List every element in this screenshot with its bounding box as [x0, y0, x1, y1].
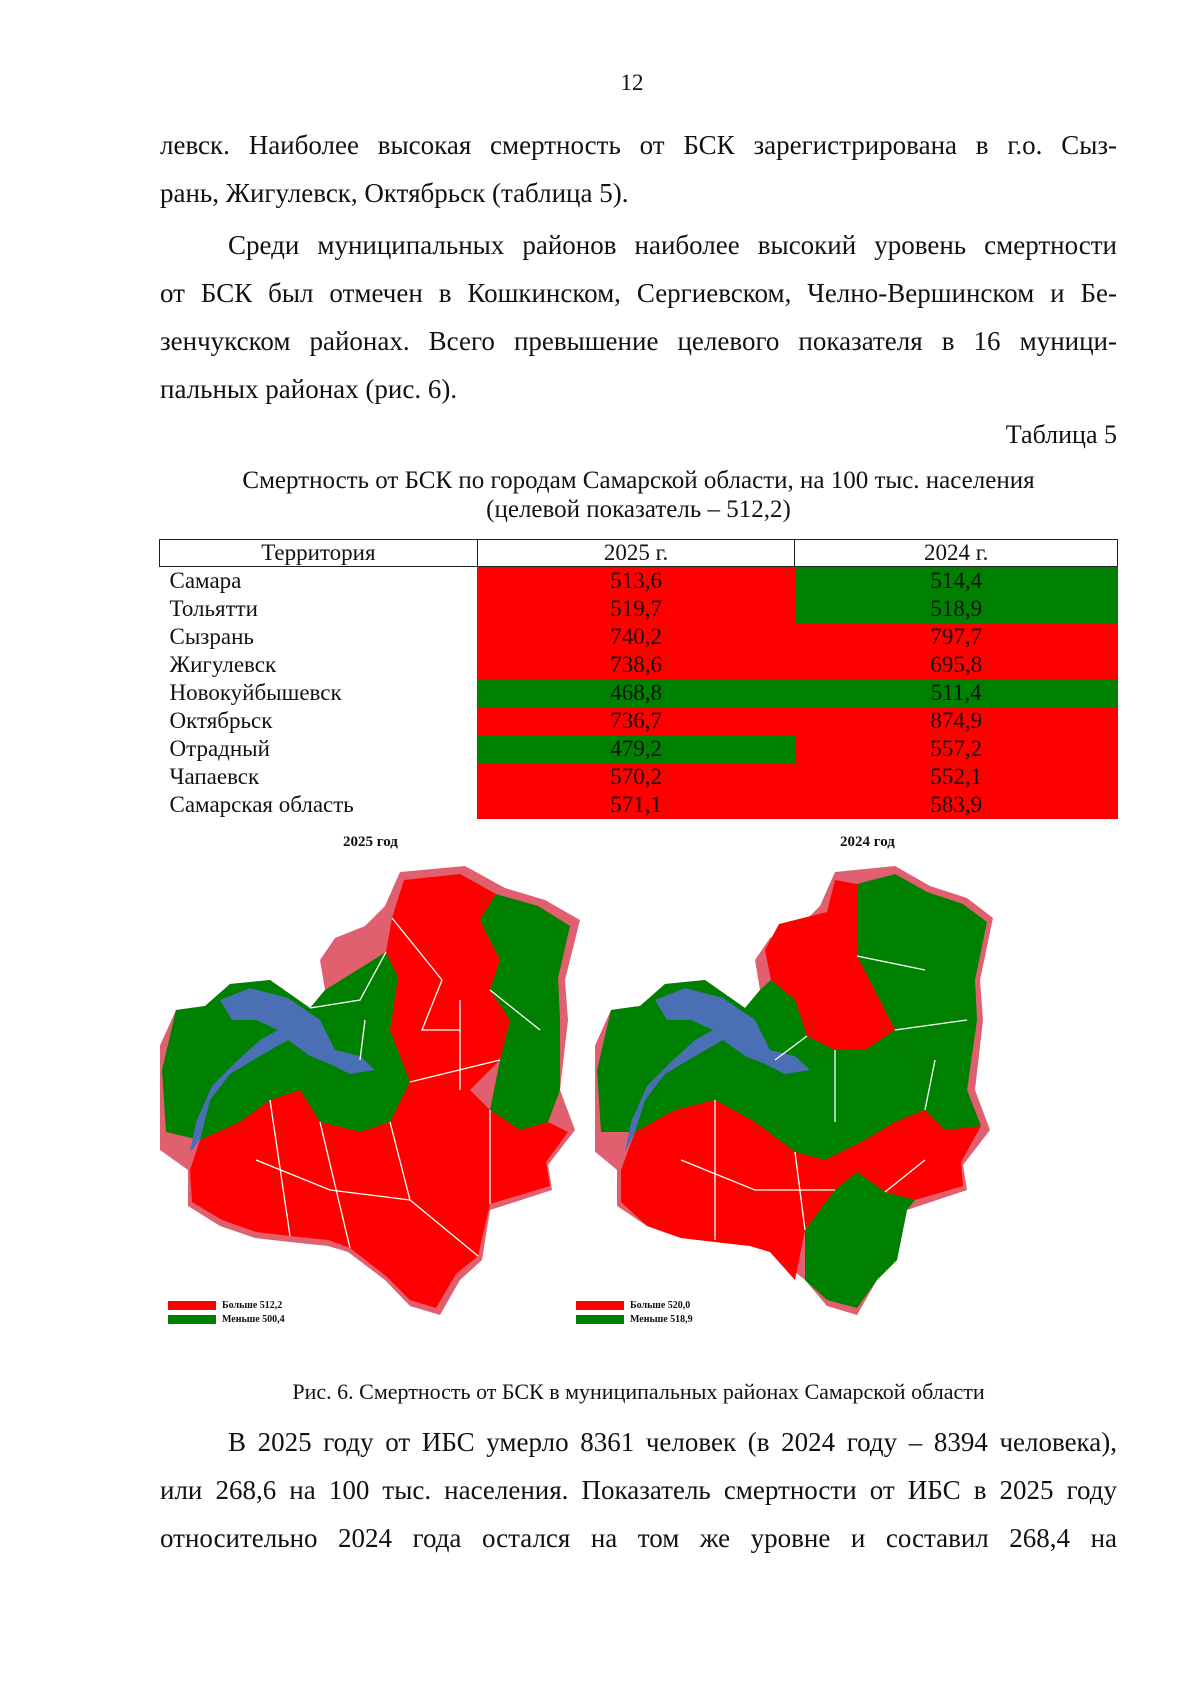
paragraph-2-line-3: зенчукском районах. Всего превышение целевого показателя в 16 муници-	[160, 326, 1117, 356]
map-2025-legend	[168, 1298, 285, 1326]
value-2025-cell: 571,1	[477, 791, 795, 819]
territory-cell: Чапаевск	[169, 764, 260, 789]
table-row	[160, 679, 1118, 707]
page-number: 12	[620, 70, 644, 95]
territory-cell: Отрадный	[169, 736, 270, 761]
table-row	[160, 791, 1118, 819]
paragraph-3-line-1: В 2025 году от ИБС умерло 8361 человек (в 2024 году – 8394 человека),	[228, 1427, 1117, 1457]
territory-cell: Самара	[169, 568, 242, 593]
territory-cell: Жигулевск	[169, 652, 277, 677]
territory-cell: Сызрань	[169, 624, 254, 649]
legend-2025-more	[168, 1298, 285, 1312]
paragraph-3	[160, 1418, 1117, 1562]
territory-cell: Самарская область	[169, 792, 354, 817]
value-2024-cell: 511,4	[795, 679, 1118, 707]
value-2024-cell: 514,4	[795, 567, 1118, 596]
legend-2025-less	[168, 1312, 285, 1326]
map-2024	[595, 860, 995, 1320]
table-label: Таблица 5	[1005, 420, 1117, 449]
value-2025-cell: 738,6	[477, 651, 795, 679]
table-row	[160, 707, 1118, 735]
table-row	[160, 735, 1118, 763]
legend-2025-less-label: Меньше 500,4	[222, 1313, 285, 1325]
paragraph-2	[160, 221, 1117, 413]
legend-2025-more-label: Больше 512,2	[222, 1299, 283, 1311]
value-2025-cell: 519,7	[477, 595, 795, 623]
paragraph-2-line-2: от БСК был отмечен в Кошкинском, Сергиевском, Челно-Вершинском и Бе-	[160, 278, 1117, 308]
value-2024-cell: 552,1	[795, 763, 1118, 791]
value-2025-cell: 740,2	[477, 623, 795, 651]
value-2024-cell: 583,9	[795, 791, 1118, 819]
map-2025	[160, 860, 580, 1320]
header-territory: Территория	[160, 540, 478, 567]
table-row	[160, 623, 1118, 651]
value-2024-cell: 557,2	[795, 735, 1118, 763]
legend-green-swatch	[576, 1315, 624, 1324]
legend-green-swatch	[168, 1315, 216, 1324]
mortality-table	[159, 539, 1118, 819]
value-2024-cell: 797,7	[795, 623, 1118, 651]
legend-2024-less	[576, 1312, 693, 1326]
paragraph-1-line-2: рань, Жигулевск, Октябрьск (таблица 5).	[160, 178, 629, 208]
paragraph-2-line-4: пальных районах (рис. 6).	[160, 374, 458, 404]
value-2025-cell: 468,8	[477, 679, 795, 707]
territory-cell: Октябрьск	[169, 708, 273, 733]
territory-cell: Новокуйбышевск	[169, 680, 342, 705]
table-caption-line-2: (целевой показатель – 512,2)	[486, 496, 791, 523]
value-2025-cell: 736,7	[477, 707, 795, 735]
table-body	[160, 567, 1118, 820]
header-2024: 2024 г.	[795, 540, 1118, 567]
map-2024-legend	[576, 1298, 693, 1326]
table-row	[160, 567, 1118, 596]
table-header-row	[160, 540, 1118, 567]
map-2025-title: 2025 год	[343, 834, 398, 850]
value-2025-cell: 570,2	[477, 763, 795, 791]
legend-red-swatch	[168, 1301, 216, 1310]
table-caption	[160, 466, 1117, 524]
paragraph-3-line-2: или 268,6 на 100 тыс. населения. Показатель смертности от ИБС в 2025 году	[160, 1475, 1117, 1505]
paragraph-3-line-3: относительно 2024 года остался на том же уровне и составил 268,4 на	[160, 1523, 1117, 1553]
paragraph-1	[160, 121, 1117, 217]
table-row	[160, 763, 1118, 791]
territory-cell: Тольятти	[169, 596, 258, 621]
map-2024-title: 2024 год	[840, 834, 895, 850]
legend-red-swatch	[576, 1301, 624, 1310]
value-2025-cell: 513,6	[477, 567, 795, 596]
table-row	[160, 651, 1118, 679]
paragraph-1-line-1: левск. Наиболее высокая смертность от БСК зарегистрирована в г.о. Сыз-	[160, 130, 1117, 160]
value-2025-cell: 479,2	[477, 735, 795, 763]
paragraph-2-line-1: Среди муниципальных районов наиболее высокий уровень смертности	[228, 230, 1117, 260]
legend-2024-more-label: Больше 520,0	[630, 1299, 691, 1311]
value-2024-cell: 695,8	[795, 651, 1118, 679]
header-2025: 2025 г.	[477, 540, 795, 567]
value-2024-cell: 518,9	[795, 595, 1118, 623]
table-caption-line-1: Смертность от БСК по городам Самарской области, на 100 тыс. населения	[242, 467, 1035, 494]
table-row	[160, 595, 1118, 623]
figure-caption: Рис. 6. Смертность от БСК в муниципальных районах Самарской области	[292, 1379, 985, 1404]
legend-2024-less-label: Меньше 518,9	[630, 1313, 693, 1325]
value-2024-cell: 874,9	[795, 707, 1118, 735]
legend-2024-more	[576, 1298, 693, 1312]
